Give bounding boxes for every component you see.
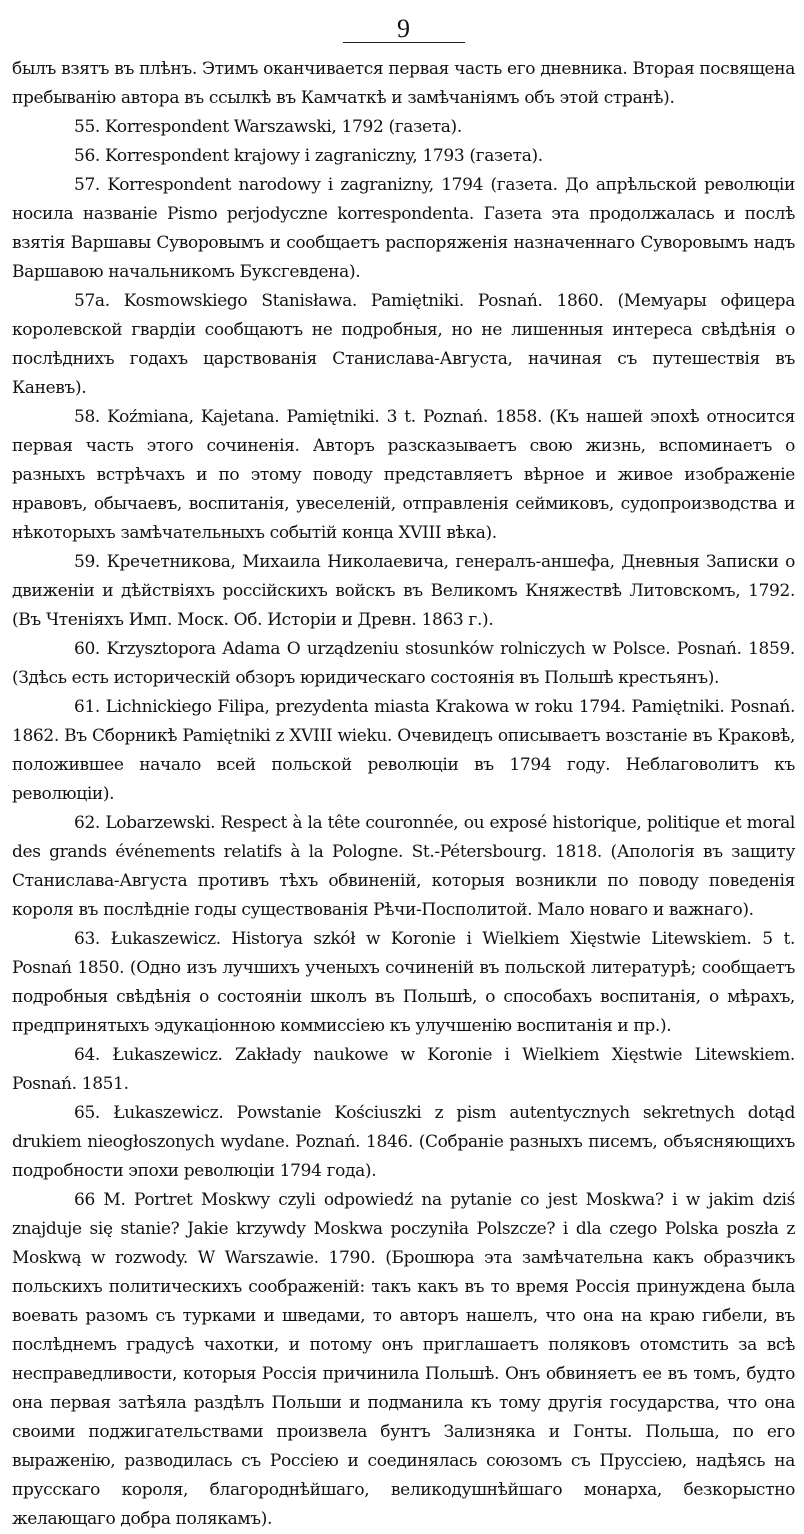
page-number: 9 — [397, 14, 410, 43]
entry-58: 58. Koźmiana, Kajetana. Pamiętniki. 3 t. Poznań. 1858. (Къ нашей эпохѣ относится первая часть этого сочиненія. Авторъ разсказываетъ свою жизнь, вспоминаетъ о разныхъ встрѣчахъ и по этому поводу представляетъ вѣрное и живое изображеніе нравовъ, обычаевъ, воспитанія, увеселеній, отправленія сеймиковъ, судопроизводства и нѣкоторыхъ замѣчательныхъ событій конца XVIII вѣка). — [12, 407, 795, 543]
entry-63: 63. Łukaszewicz. Historya szkół w Koronie i Wielkiem Xięstwie Litewskiem. 5 t. Posnań 1850. (Одно изъ лучшихъ ученыхъ сочиненій въ польской литературѣ; сообщаетъ подробныя свѣдѣнія о состояніи школъ въ Польшѣ, о способахъ воспитанія, о мѣрахъ, предпринятыхъ эдукаціонною коммиссіею къ улучшенію воспитанія и пр.). — [12, 929, 795, 1036]
entry-57: 57. Korrespondent narodowy i zagranizny, 1794 (газета. До апрѣльской революціи носила названіе Pismo perjodyczne korrespondenta. Газета эта продолжалась и послѣ взятія Варшавы Суворовымъ и сообщаетъ распоряженія назначеннаго Суворовымъ надъ Варшавою начальникомъ Буксгевдена). — [12, 175, 795, 282]
document-body — [12, 55, 795, 1534]
entry-60: 60. Krzysztopora Adama O urządzeniu stosunków rolniczych w Polsce. Posnań. 1859. (Здѣсь есть историческій обзоръ юридическаго состоянія въ Польшѣ крестьянъ). — [12, 639, 795, 688]
entry-61: 61. Lichnickiego Filipa, prezydenta miasta Krakowa w roku 1794. Pamiętniki. Posnań. 1862. Въ Сборникѣ Pamiętniki z XVIII wieku. Очевидецъ описываетъ возстаніе въ Краковѣ, положившее начало всей польской революціи въ 1794 году. Неблаговолитъ къ революціи). — [12, 697, 795, 804]
paragraph-continuation: былъ взятъ въ плѣнъ. Этимъ оканчивается первая часть его дневника. Вторая посвящена пребыванію автора въ ссылкѣ въ Камчаткѣ и замѣчаніямъ объ этой странѣ). — [12, 59, 795, 108]
entry-55: 55. Korrespondent Warszawski, 1792 (газета). — [74, 117, 462, 137]
entry-64: 64. Łukaszewicz. Zakłady naukowe w Koronie i Wielkiem Xięstwie Litewskiem. Posnań. 1851. — [12, 1045, 795, 1094]
entry-57a: 57a. Kosmowskiego Stanisława. Pamiętniki. Posnań. 1860. (Мемуары офицера королевской гвардіи сообщаютъ не подробныя, но не лишенныя интереса свѣдѣнія о послѣднихъ годахъ царствованія Станислава-Августа, начиная съ путешествія въ Каневъ). — [12, 291, 795, 398]
entry-59: 59. Кречетникова, Михаила Николаевича, генералъ-аншефа, Дневныя Записки о движеніи и дѣйствіяхъ россійскихъ войскъ въ Великомъ Княжествѣ Литовскомъ, 1792. (Въ Чтеніяхъ Имп. Моск. Об. Исторіи и Древн. 1863 г.). — [12, 552, 795, 630]
entry-56: 56. Korrespondent krajowy i zagraniczny, 1793 (газета). — [74, 146, 543, 166]
entry-65: 65. Łukaszewicz. Powstanie Kościuszki z pism autentycznych sekretnych dotąd drukiem nieogłoszonych wydane. Poznań. 1846. (Собраніе разныхъ писемъ, объясняющихъ подробности эпохи революціи 1794 года). — [12, 1103, 795, 1181]
entry-66: 66 M. Portret Moskwy czyli odpowiedź na pytanie co jest Moskwa? i w jakim dziś znajduje się stanie? Jakie krzywdy Moskwa poczyniła Polszcze? i dla czego Polska poszła z Moskwą w rozwody. W Warszawie. 1790. (Брошюра эта замѣчательна какъ образчикъ польскихъ политическихъ соображеній: такъ какъ въ то время Россія принуждена была воевать разомъ съ турками и шведами, то авторъ нашелъ, что она на краю гибели, въ послѣднемъ градусѣ чахотки, и потому онъ приглашаетъ поляковъ отомстить за всѣ несправедливости, которыя Россія причинила Польшѣ. Онъ обвиняетъ ее въ томъ, будто она первая затѣяла раздѣлъ Польши и подманила къ тому другія государства, что она своими поджигательствами произвела бунтъ Зализняка и Гонты. Польша, по его выраженію, разводилась съ Россіею и соединялась союзомъ съ Пруссіею, надѣясь на прусскаго короля, благороднѣйшаго, великодушнѣйшаго монарха, безкорыстно желающаго добра полякамъ). — [12, 1190, 795, 1529]
entry-62: 62. Lobarzewski. Respect à la tête couronnée, ou exposé historique, politique et moral des grands événements relatifs à la Pologne. St.-Pétersbourg. 1818. (Апологія въ защиту Станислава-Августа противъ тѣхъ обвиненій, которыя возникли по поводу поведенія короля въ послѣдніе годы существованія Рѣчи-Посполитой. Мало новаго и важнаго). — [12, 813, 795, 920]
